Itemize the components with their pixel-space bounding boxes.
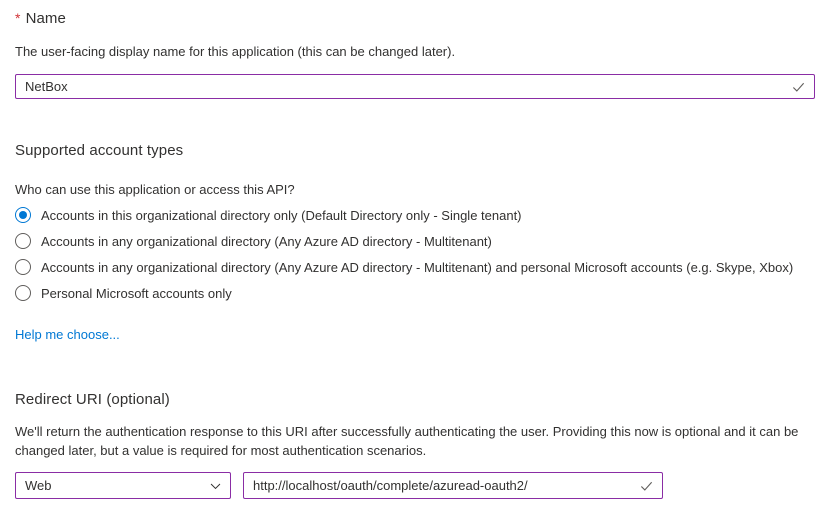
name-label-text: Name [25, 10, 66, 27]
radio-label: Personal Microsoft accounts only [41, 285, 232, 301]
redirect-uri-input[interactable] [243, 472, 663, 499]
account-types-title: Supported account types [15, 142, 184, 159]
help-me-choose-link[interactable]: Help me choose... [15, 327, 120, 342]
radio-button-icon[interactable] [15, 285, 31, 301]
valid-check-icon [639, 478, 654, 493]
chevron-down-icon [209, 479, 222, 492]
radio-single-tenant[interactable] [15, 206, 522, 224]
radio-label: Accounts in this organizational directory only (Default Directory only - Single tenant) [41, 207, 522, 223]
account-types-question: Who can use this application or access this API? [15, 182, 295, 197]
radio-label: Accounts in any organizational directory (Any Azure AD directory - Multitenant) and personal Microsoft accounts (e.g. Skype, Xbox) [41, 259, 794, 275]
name-input[interactable] [15, 74, 815, 99]
radio-label: Accounts in any organizational directory (Any Azure AD directory - Multitenant) [41, 233, 492, 249]
redirect-uri-description: We'll return the authentication response to this URI after successfully authenticating the user. Providing this now is optional and it can be changed later, but a value is required for most authentication scenarios. [15, 424, 799, 458]
valid-check-icon [791, 79, 806, 94]
radio-multitenant-personal[interactable] [15, 258, 793, 276]
radio-personal-only[interactable] [15, 284, 232, 302]
name-input-value: NetBox [25, 79, 68, 94]
platform-select[interactable] [15, 472, 231, 499]
redirect-uri-title: Redirect URI (optional) [15, 391, 170, 408]
radio-button-icon[interactable] [15, 233, 31, 249]
redirect-uri-input-value: http://localhost/oauth/complete/azuread-oauth2/ [253, 478, 528, 493]
radio-button-icon[interactable] [15, 259, 31, 275]
name-field-description: The user-facing display name for this application (this can be changed later). [15, 44, 456, 59]
platform-select-value: Web [25, 478, 52, 493]
required-asterisk: * [15, 10, 21, 26]
radio-multitenant[interactable] [15, 232, 492, 250]
radio-button-icon[interactable] [15, 207, 31, 223]
name-field-label [15, 10, 66, 27]
